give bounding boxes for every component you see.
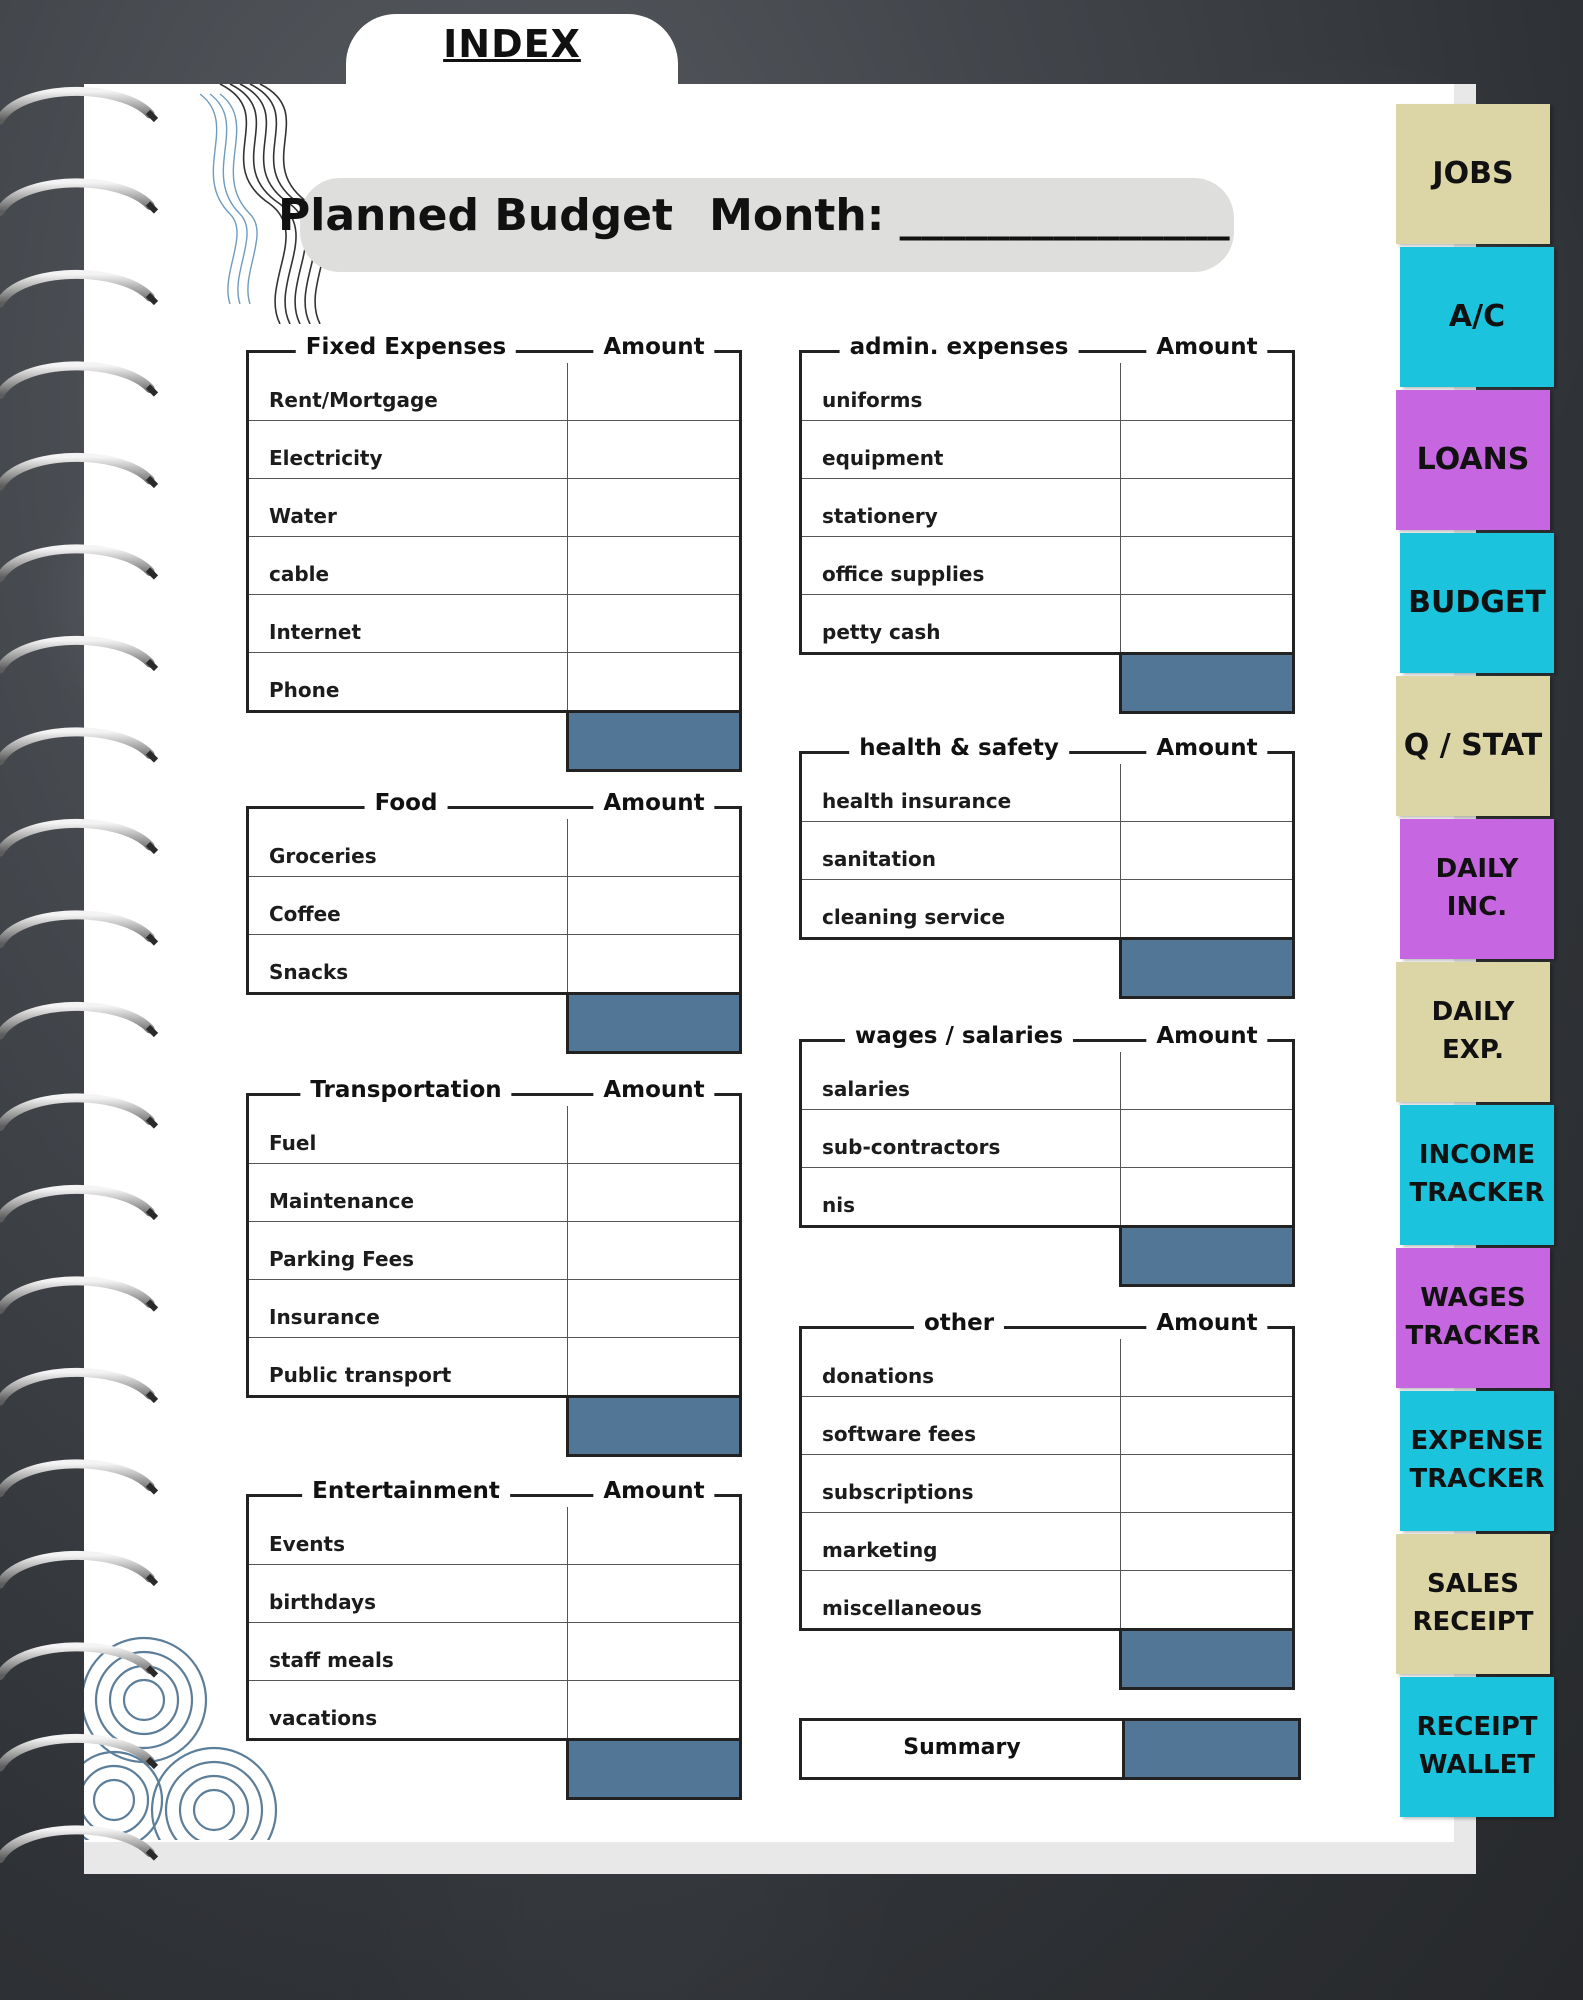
table-row (249, 1623, 739, 1681)
row-label: Insurance (269, 1305, 380, 1329)
amount-field[interactable] (567, 877, 740, 934)
budget-section (246, 334, 742, 772)
section-total-field[interactable] (566, 995, 742, 1054)
row-label: marketing (822, 1538, 938, 1562)
row-label: Snacks (269, 960, 349, 984)
row-label: vacations (269, 1706, 378, 1730)
amount-field[interactable] (567, 1338, 740, 1395)
summary-row (799, 1718, 1301, 1780)
table-row (249, 935, 739, 992)
section-total-field[interactable] (1119, 655, 1295, 714)
table-row (802, 1455, 1292, 1513)
row-label: sanitation (822, 847, 936, 871)
row-label: office supplies (822, 562, 985, 586)
table-row (249, 1565, 739, 1623)
table-row (249, 819, 739, 877)
row-label: birthdays (269, 1590, 376, 1614)
amount-field[interactable] (567, 595, 740, 652)
section-title: wages / salaries (845, 1023, 1073, 1049)
table-row (802, 421, 1292, 479)
amount-field[interactable] (1120, 363, 1293, 420)
section-header (246, 1077, 742, 1109)
spiral-binding (0, 80, 170, 1880)
table-row (802, 1513, 1292, 1571)
row-label: Parking Fees (269, 1247, 415, 1271)
row-label: Public transport (269, 1363, 452, 1387)
tab-jobs[interactable]: JOBS (1396, 104, 1550, 244)
row-label: Electricity (269, 446, 383, 470)
row-label: salaries (822, 1077, 910, 1101)
table-row (802, 479, 1292, 537)
row-label: petty cash (822, 620, 941, 644)
table-row (249, 1222, 739, 1280)
row-label: subscriptions (822, 1480, 974, 1504)
amount-field[interactable] (1120, 537, 1293, 594)
section-total-field[interactable] (566, 1398, 742, 1457)
section-total-field[interactable] (566, 1741, 742, 1800)
row-label: health insurance (822, 789, 1012, 813)
amount-field[interactable] (1120, 595, 1293, 652)
budget-section (799, 1310, 1295, 1690)
table-row (249, 479, 739, 537)
table-row (249, 363, 739, 421)
table-row (249, 537, 739, 595)
table-row (802, 764, 1292, 822)
table-row (249, 421, 739, 479)
amount-field[interactable] (1120, 1110, 1293, 1167)
section-header (799, 1023, 1295, 1055)
table-row (802, 822, 1292, 880)
section-title: admin. expenses (840, 334, 1079, 360)
row-label: stationery (822, 504, 938, 528)
row-label: Events (269, 1532, 345, 1556)
amount-field[interactable] (567, 1681, 740, 1738)
amount-header: Amount (593, 790, 714, 816)
section-total-field[interactable] (1119, 940, 1295, 999)
row-label: Fuel (269, 1131, 317, 1155)
table-row (249, 1106, 739, 1164)
row-label: staff meals (269, 1648, 394, 1672)
amount-field[interactable] (1120, 1052, 1293, 1109)
section-header (799, 334, 1295, 366)
amount-field[interactable] (567, 1164, 740, 1221)
amount-header: Amount (1146, 1310, 1267, 1336)
amount-header: Amount (1146, 735, 1267, 761)
amount-field[interactable] (567, 363, 740, 420)
tab-expense-tracker[interactable]: EXPENSE TRACKER (1400, 1391, 1554, 1531)
amount-field[interactable] (567, 1507, 740, 1564)
section-rows (246, 1106, 742, 1398)
amount-field[interactable] (567, 1280, 740, 1337)
amount-header: Amount (1146, 334, 1267, 360)
table-row (802, 1571, 1292, 1628)
section-total-field[interactable] (1119, 1228, 1295, 1287)
amount-field[interactable] (1120, 1513, 1293, 1570)
budget-section (246, 1077, 742, 1457)
row-label: equipment (822, 446, 944, 470)
table-row (249, 653, 739, 710)
tab-loans[interactable]: LOANS (1396, 390, 1550, 530)
amount-field[interactable] (1120, 822, 1293, 879)
tab-wages-tracker[interactable]: WAGES TRACKER (1396, 1248, 1550, 1388)
amount-field[interactable] (1120, 1455, 1293, 1512)
tab-daily-exp[interactable]: DAILY EXP. (1396, 962, 1550, 1102)
amount-field[interactable] (1120, 1571, 1293, 1628)
section-title: Fixed Expenses (296, 334, 516, 360)
budget-section (246, 1478, 742, 1800)
section-header (246, 790, 742, 822)
section-title: Transportation (300, 1077, 511, 1103)
amount-field[interactable] (567, 935, 740, 992)
section-total-field[interactable] (566, 713, 742, 772)
table-row (802, 1110, 1292, 1168)
index-tab-label[interactable]: INDEX (443, 22, 581, 66)
table-row (802, 363, 1292, 421)
tab-daily-inc[interactable]: DAILY INC. (1400, 819, 1554, 959)
section-header (246, 1478, 742, 1510)
tab-income-tracker[interactable]: INCOME TRACKER (1400, 1105, 1554, 1245)
amount-header: Amount (593, 1478, 714, 1504)
row-label: Phone (269, 678, 340, 702)
row-label: Internet (269, 620, 362, 644)
table-row (802, 1052, 1292, 1110)
table-row (802, 1339, 1292, 1397)
row-label: Water (269, 504, 337, 528)
table-row (249, 595, 739, 653)
table-row (249, 1338, 739, 1395)
section-total-field[interactable] (1119, 1631, 1295, 1690)
tab-budget[interactable]: BUDGET (1400, 533, 1554, 673)
page-title (278, 190, 1230, 241)
amount-field[interactable] (1120, 1339, 1293, 1396)
table-row (249, 1681, 739, 1738)
table-row (802, 1168, 1292, 1225)
amount-field[interactable] (567, 1222, 740, 1279)
amount-field[interactable] (1120, 479, 1293, 536)
amount-header: Amount (593, 1077, 714, 1103)
row-label: Rent/Mortgage (269, 388, 438, 412)
summary-total-field[interactable] (1122, 1721, 1298, 1777)
row-label: Maintenance (269, 1189, 415, 1213)
summary-label: Summary (903, 1735, 1021, 1760)
amount-field[interactable] (1120, 1168, 1293, 1225)
budget-section (246, 790, 742, 1054)
amount-field[interactable] (567, 1106, 740, 1163)
amount-field[interactable] (567, 1623, 740, 1680)
row-label: nis (822, 1193, 855, 1217)
section-rows (799, 363, 1295, 655)
row-label: cleaning service (822, 905, 1006, 929)
amount-field[interactable] (1120, 764, 1293, 821)
row-label: software fees (822, 1422, 977, 1446)
section-title: Entertainment (302, 1478, 510, 1504)
tab-q-stat[interactable]: Q / STAT (1396, 676, 1550, 816)
row-label: donations (822, 1364, 935, 1388)
amount-field[interactable] (567, 819, 740, 876)
table-row (802, 1397, 1292, 1455)
tab-sales-receipt[interactable]: SALES RECEIPT (1396, 1534, 1550, 1674)
tab-receipt-wallet[interactable]: RECEIPT WALLET (1400, 1677, 1554, 1817)
row-label: uniforms (822, 388, 923, 412)
section-title: Food (365, 790, 448, 816)
table-row (249, 1280, 739, 1338)
row-label: miscellaneous (822, 1596, 982, 1620)
table-row (802, 595, 1292, 652)
table-row (249, 1164, 739, 1222)
budget-section (799, 334, 1295, 714)
row-label: Coffee (269, 902, 341, 926)
section-rows (799, 1052, 1295, 1228)
row-label: sub-contractors (822, 1135, 1001, 1159)
amount-field[interactable] (567, 479, 740, 536)
section-rows (246, 363, 742, 713)
section-header (799, 1310, 1295, 1342)
amount-field[interactable] (567, 653, 740, 710)
amount-field[interactable] (567, 537, 740, 594)
section-header (799, 735, 1295, 767)
section-rows (246, 1507, 742, 1741)
section-rows (799, 1339, 1295, 1631)
amount-header: Amount (1146, 1023, 1267, 1049)
row-label: cable (269, 562, 330, 586)
table-row (802, 880, 1292, 937)
amount-field[interactable] (567, 421, 740, 478)
table-row (249, 877, 739, 935)
section-title: health & safety (849, 735, 1069, 761)
budget-section (799, 1023, 1295, 1287)
month-field[interactable]: Month: _______________ (709, 190, 1230, 241)
tab-a-c[interactable]: A/C (1400, 247, 1554, 387)
amount-field[interactable] (1120, 1397, 1293, 1454)
amount-field[interactable] (567, 1565, 740, 1622)
table-row (802, 537, 1292, 595)
row-label: Groceries (269, 844, 377, 868)
section-title: other (914, 1310, 1004, 1336)
section-rows (246, 819, 742, 995)
amount-header: Amount (593, 334, 714, 360)
amount-field[interactable] (1120, 421, 1293, 478)
section-header (246, 334, 742, 366)
section-rows (799, 764, 1295, 940)
amount-field[interactable] (1120, 880, 1293, 937)
budget-section (799, 735, 1295, 999)
title-main: Planned Budget (278, 190, 674, 241)
table-row (249, 1507, 739, 1565)
